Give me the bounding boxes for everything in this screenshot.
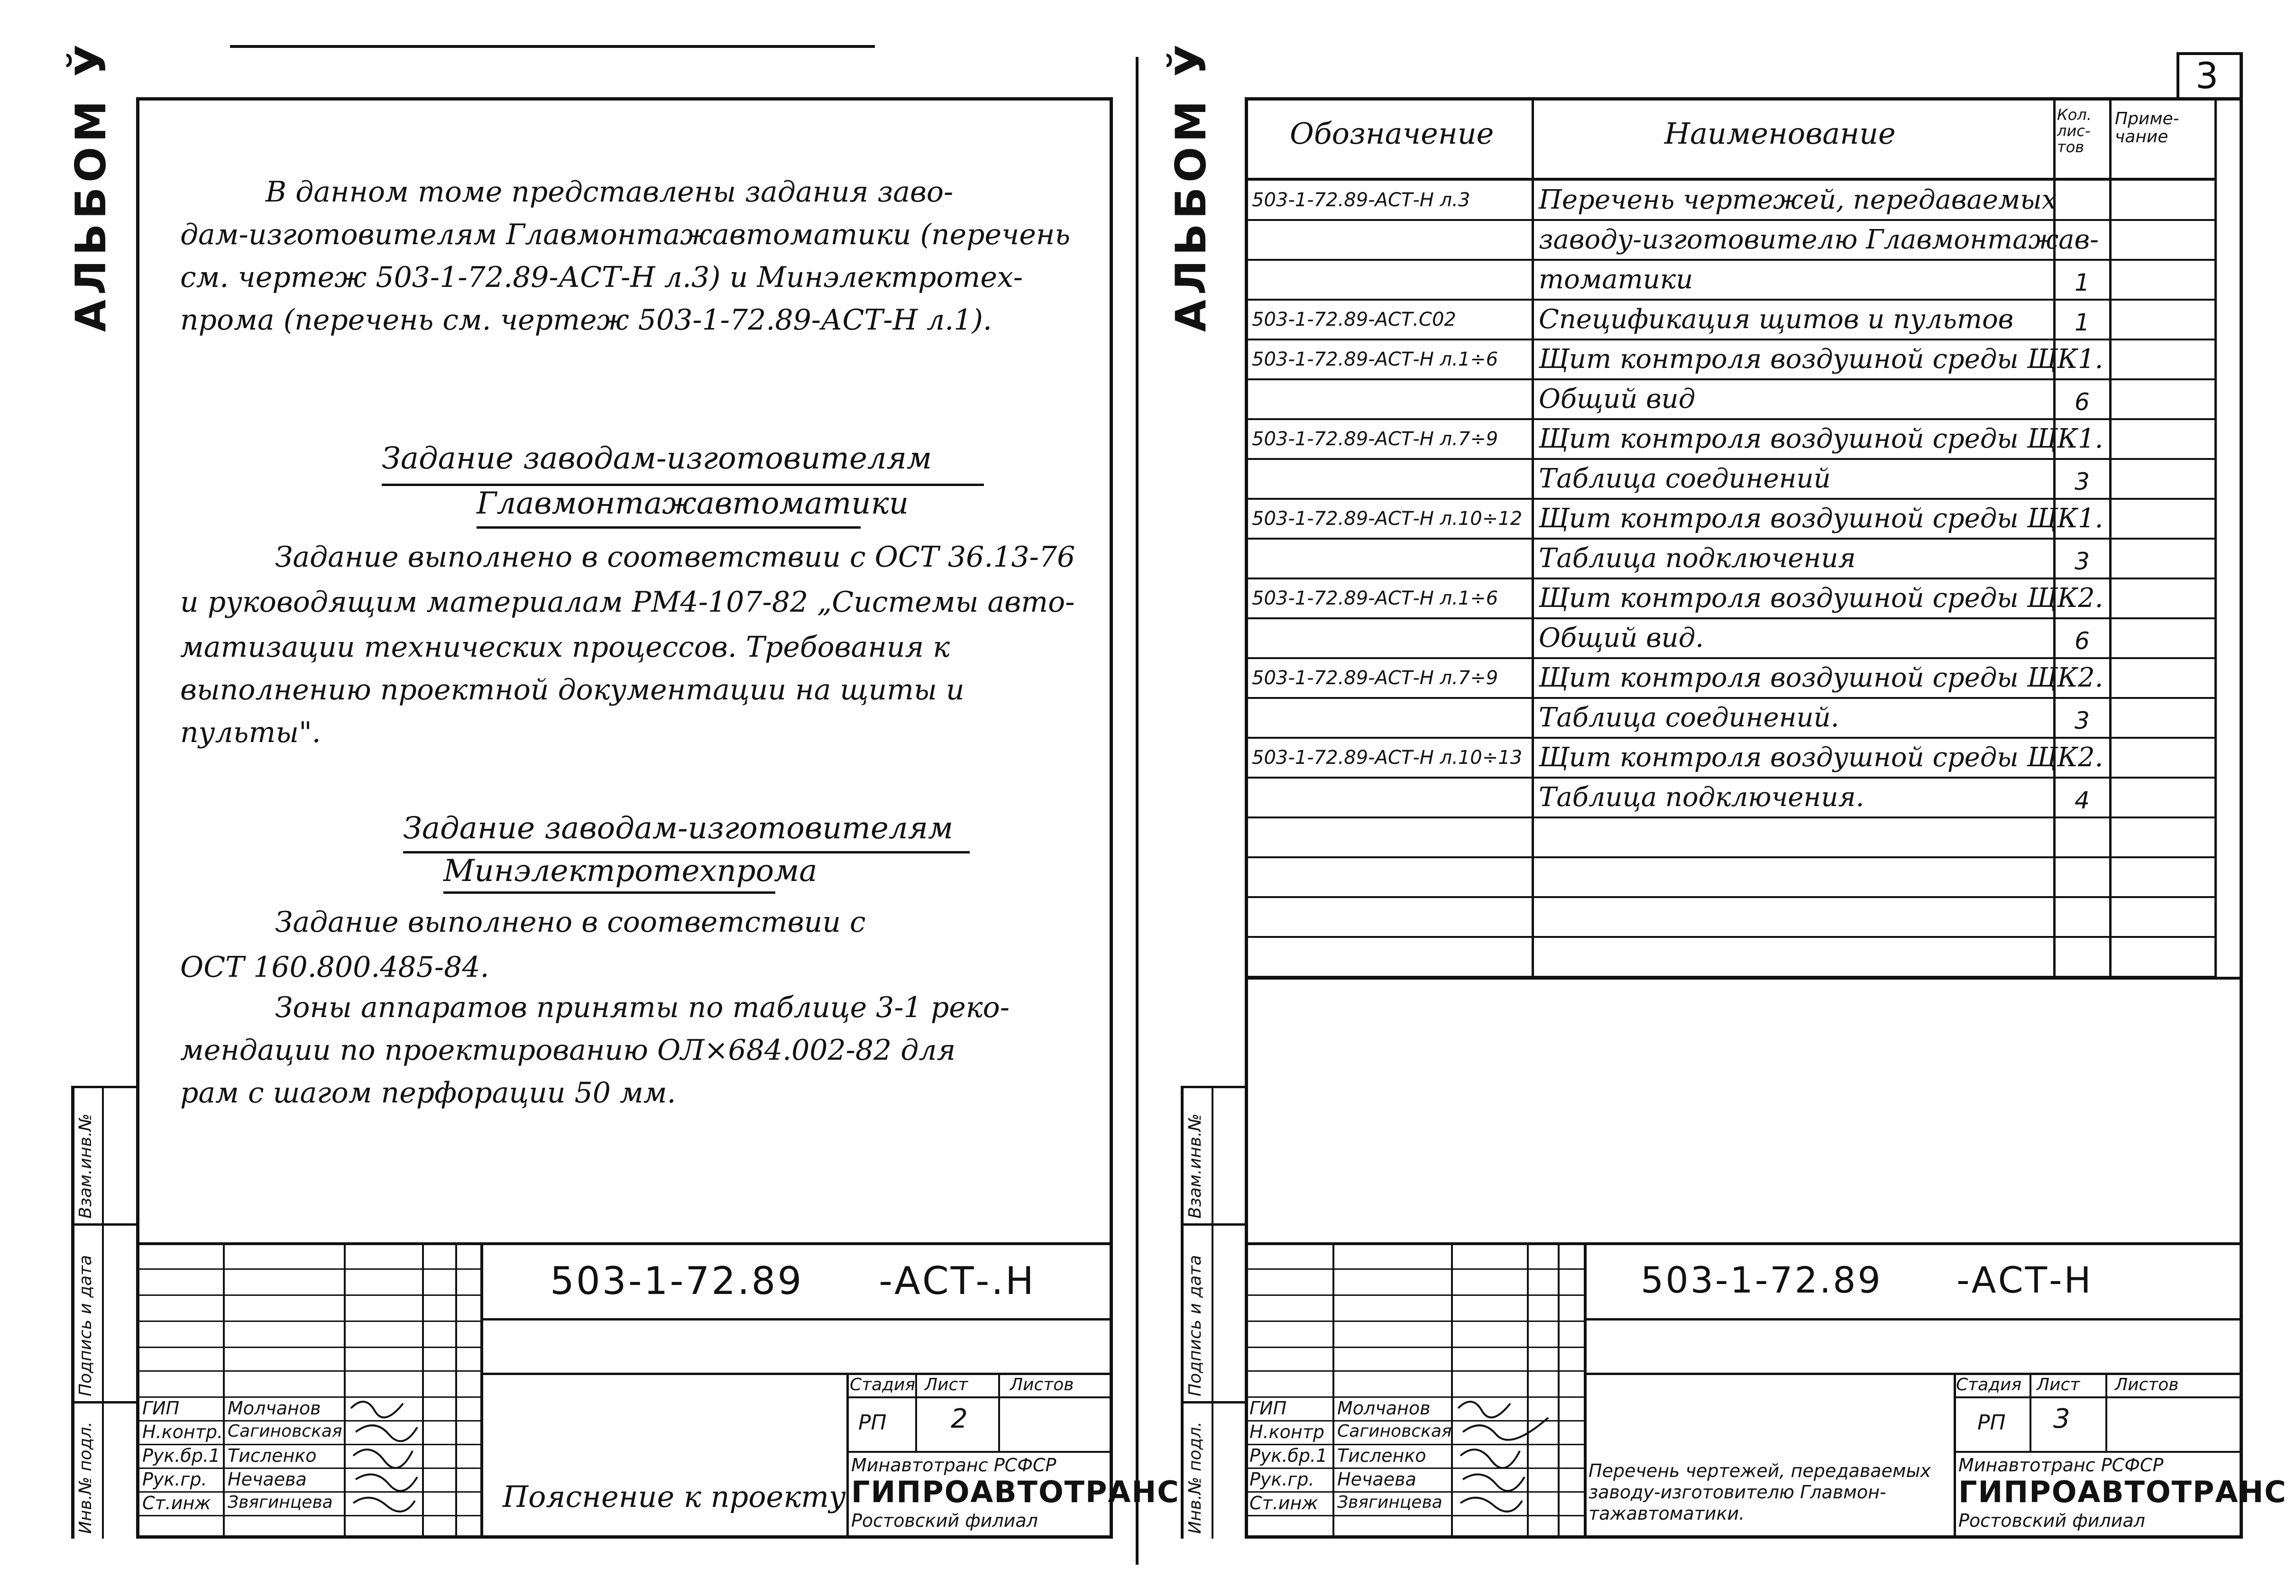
row-designation: 503-1-72.89-АСТ-Н л.10÷13 bbox=[1252, 747, 1523, 769]
name: Сагиновская bbox=[228, 1422, 342, 1441]
signatures-left bbox=[346, 1389, 422, 1513]
stage-value-left: РП bbox=[858, 1411, 887, 1435]
sheets-header-left: Листов bbox=[1010, 1375, 1074, 1394]
stamp-podpis-right: Подпись и дата bbox=[1185, 1255, 1205, 1396]
role: Рук.гр. bbox=[1249, 1469, 1314, 1490]
stamp-inv-right: Инв.№ подл. bbox=[1185, 1422, 1205, 1534]
top-edge-line bbox=[230, 45, 875, 48]
name: Сагиновская bbox=[1337, 1422, 1452, 1441]
doc-title-right-line: заводу-изготовителю Главмон- bbox=[1589, 1482, 1886, 1503]
role: Н.контр. bbox=[142, 1422, 223, 1442]
org3-left: Ростовский филиал bbox=[851, 1510, 1038, 1531]
stamp-podpis-left: Подпись и дата bbox=[76, 1255, 95, 1396]
row-name: Щит контроля воздушной среды ЩК1. bbox=[1539, 344, 2103, 375]
sheet-header-right: Лист bbox=[2037, 1375, 2080, 1394]
col-header-count: Кол. лис- тов bbox=[2057, 106, 2092, 156]
section2-line: Зоны аппаратов приняты по таблице 3-1 реко- bbox=[275, 991, 1010, 1024]
row-name: томатики bbox=[1539, 264, 1693, 295]
role: Рук.бр.1 bbox=[142, 1445, 220, 1466]
album-label-right: АЛЬБОМ Ў bbox=[1166, 39, 1215, 332]
row-name: Щит контроля воздушной среды ЩК2. bbox=[1539, 662, 2103, 693]
doc-code-left: 503-1-72.89 -АСТ-.Н bbox=[550, 1259, 1036, 1303]
row-name: Спецификация щитов и пультов bbox=[1539, 304, 2014, 335]
doc-title-right-line: Перечень чертежей, передаваемых bbox=[1589, 1460, 1931, 1481]
row-name: Таблица соединений bbox=[1539, 463, 1831, 494]
stamp-inv-left: Инв.№ подл. bbox=[76, 1422, 95, 1534]
org2-right: ГИПРОАВТОТРАНС bbox=[1958, 1475, 2287, 1509]
row-count: 1 bbox=[2075, 269, 2090, 296]
section2-line: мендации по проектированию ОЛ×684.002-82 для bbox=[180, 1034, 956, 1067]
row-name: Общий вид. bbox=[1539, 623, 1704, 653]
row-designation: 503-1-72.89-АСТ-Н л.7÷9 bbox=[1252, 428, 1498, 450]
row-count: 3 bbox=[2075, 468, 2090, 495]
role: Ст.инж bbox=[1249, 1493, 1318, 1513]
row-name: заводу-изготовителю Главмонтажав- bbox=[1539, 224, 2099, 255]
role: Рук.бр.1 bbox=[1249, 1445, 1328, 1466]
row-name: Перечень чертежей, передаваемых bbox=[1539, 184, 2057, 215]
row-name: Таблица соединений. bbox=[1539, 702, 1839, 733]
role: ГИП bbox=[142, 1398, 180, 1419]
row-name: Таблица подключения. bbox=[1539, 782, 1864, 813]
row-name: Щит контроля воздушной среды ЩК2. bbox=[1539, 583, 2103, 614]
name: Нечаева bbox=[1337, 1469, 1416, 1490]
name: Нечаева bbox=[228, 1469, 307, 1490]
signatures-right bbox=[1453, 1389, 1572, 1513]
album-label-left: АЛЬБОМ Ў bbox=[66, 39, 115, 332]
role: ГИП bbox=[1249, 1398, 1287, 1419]
col-header-designation: Обозначение bbox=[1290, 116, 1494, 151]
section1-heading: Задание заводам-изготовителям bbox=[382, 441, 932, 476]
stamp-vzam-right: Взам.инв.№ bbox=[1185, 1113, 1205, 1219]
doc-title-left: Пояснение к проекту bbox=[503, 1479, 846, 1514]
row-name: Щит контроля воздушной среды ЩК1. bbox=[1539, 503, 2103, 534]
sheets-header-right: Листов bbox=[2115, 1375, 2179, 1394]
row-designation: 503-1-72.89-АСТ-Н л.7÷9 bbox=[1252, 667, 1498, 689]
stage-value-right: РП bbox=[1977, 1411, 2006, 1435]
row-designation: 503-1-72.89-АСТ-Н л.3 bbox=[1252, 189, 1470, 211]
intro-line: прома (перечень см. чертеж 503-1-72.89-АСТ-Н л.1). bbox=[180, 303, 992, 337]
section2-line: рам с шагом перфорации 50 мм. bbox=[180, 1076, 676, 1110]
row-count: 3 bbox=[2075, 548, 2090, 575]
intro-line: дам-изготовителям Главмонтажавтоматики (перечень bbox=[180, 218, 1071, 251]
row-designation: 503-1-72.89-АСТ-Н л.10÷12 bbox=[1252, 508, 1523, 530]
intro-line: В данном томе представлены задания заво- bbox=[266, 175, 954, 209]
row-name: Щит контроля воздушной среды ЩК2. bbox=[1539, 742, 2103, 773]
org3-right: Ростовский филиал bbox=[1958, 1510, 2145, 1531]
stamp-vzam-left: Взам.инв.№ bbox=[76, 1113, 95, 1219]
sheet-value-right: 3 bbox=[2053, 1403, 2070, 1434]
name: Тисленко bbox=[1337, 1445, 1426, 1466]
section1-line: выполнению проектной документации на щиты и bbox=[180, 673, 964, 706]
col-header-note: Приме- чание bbox=[2115, 109, 2179, 147]
org1-right: Минавтотранс РСФСР bbox=[1958, 1455, 2164, 1476]
intro-line: см. чертеж 503-1-72.89-АСТ-Н л.3) и Минэлектротех- bbox=[180, 261, 1023, 294]
name: Молчанов bbox=[1337, 1398, 1431, 1419]
role: Ст.инж bbox=[142, 1493, 211, 1513]
name: Тисленко bbox=[228, 1445, 317, 1466]
row-designation: 503-1-72.89-АСТ-Н л.1÷6 bbox=[1252, 587, 1498, 609]
row-designation: 503-1-72.89-АСТ-Н л.1÷6 bbox=[1252, 349, 1498, 370]
name: Звягинцева bbox=[1337, 1493, 1442, 1512]
section2-line: ОСТ 160.800.485-84. bbox=[180, 951, 489, 984]
section2-subheading: Минэлектротехпрома bbox=[443, 853, 817, 889]
org1-left: Минавтотранс РСФСР bbox=[851, 1455, 1056, 1476]
row-count: 1 bbox=[2075, 309, 2090, 336]
name: Молчанов bbox=[228, 1398, 321, 1419]
row-count: 3 bbox=[2075, 707, 2090, 734]
section1-line: матизации технических процессов. Требования к bbox=[180, 631, 950, 664]
section1-subheading: Главмонтажавтоматики bbox=[477, 486, 909, 521]
doc-code-right: 503-1-72.89 -АСТ-Н bbox=[1641, 1259, 2093, 1301]
row-name: Таблица подключения bbox=[1539, 543, 1856, 574]
section2-heading: Задание заводам-изготовителям bbox=[403, 811, 954, 846]
name: Звягинцева bbox=[228, 1493, 333, 1512]
sheet-value-left: 2 bbox=[951, 1403, 968, 1434]
row-designation: 503-1-72.89-АСТ.С02 bbox=[1252, 309, 1456, 330]
section2-line: Задание выполнено в соответствии с bbox=[275, 906, 866, 939]
page-number: 3 bbox=[2195, 55, 2219, 97]
row-count: 4 bbox=[2075, 787, 2090, 814]
row-count: 6 bbox=[2075, 627, 2090, 655]
role: Рук.гр. bbox=[142, 1469, 207, 1490]
role: Н.контр bbox=[1249, 1422, 1324, 1442]
stage-header-right: Стадия bbox=[1956, 1375, 2022, 1394]
col-header-name: Наименование bbox=[1664, 116, 1896, 151]
sheet-header-left: Лист bbox=[925, 1375, 968, 1394]
row-name: Щит контроля воздушной среды ЩК1. bbox=[1539, 423, 2103, 454]
row-name: Общий вид bbox=[1539, 384, 1696, 414]
stage-header-left: Стадия bbox=[850, 1375, 916, 1394]
row-count: 6 bbox=[2075, 388, 2090, 416]
org2-left: ГИПРОАВТОТРАНС bbox=[851, 1475, 1180, 1509]
center-divider bbox=[1136, 57, 1139, 1565]
section1-line: пульты". bbox=[180, 716, 321, 749]
doc-title-right-line: тажавтоматики. bbox=[1589, 1503, 1745, 1524]
section1-line: и руководящим материалам РМ4-107-82 „Системы авто- bbox=[180, 586, 1075, 619]
section1-line: Задание выполнено в соответствии с ОСТ 36.13-76 bbox=[275, 541, 1075, 574]
